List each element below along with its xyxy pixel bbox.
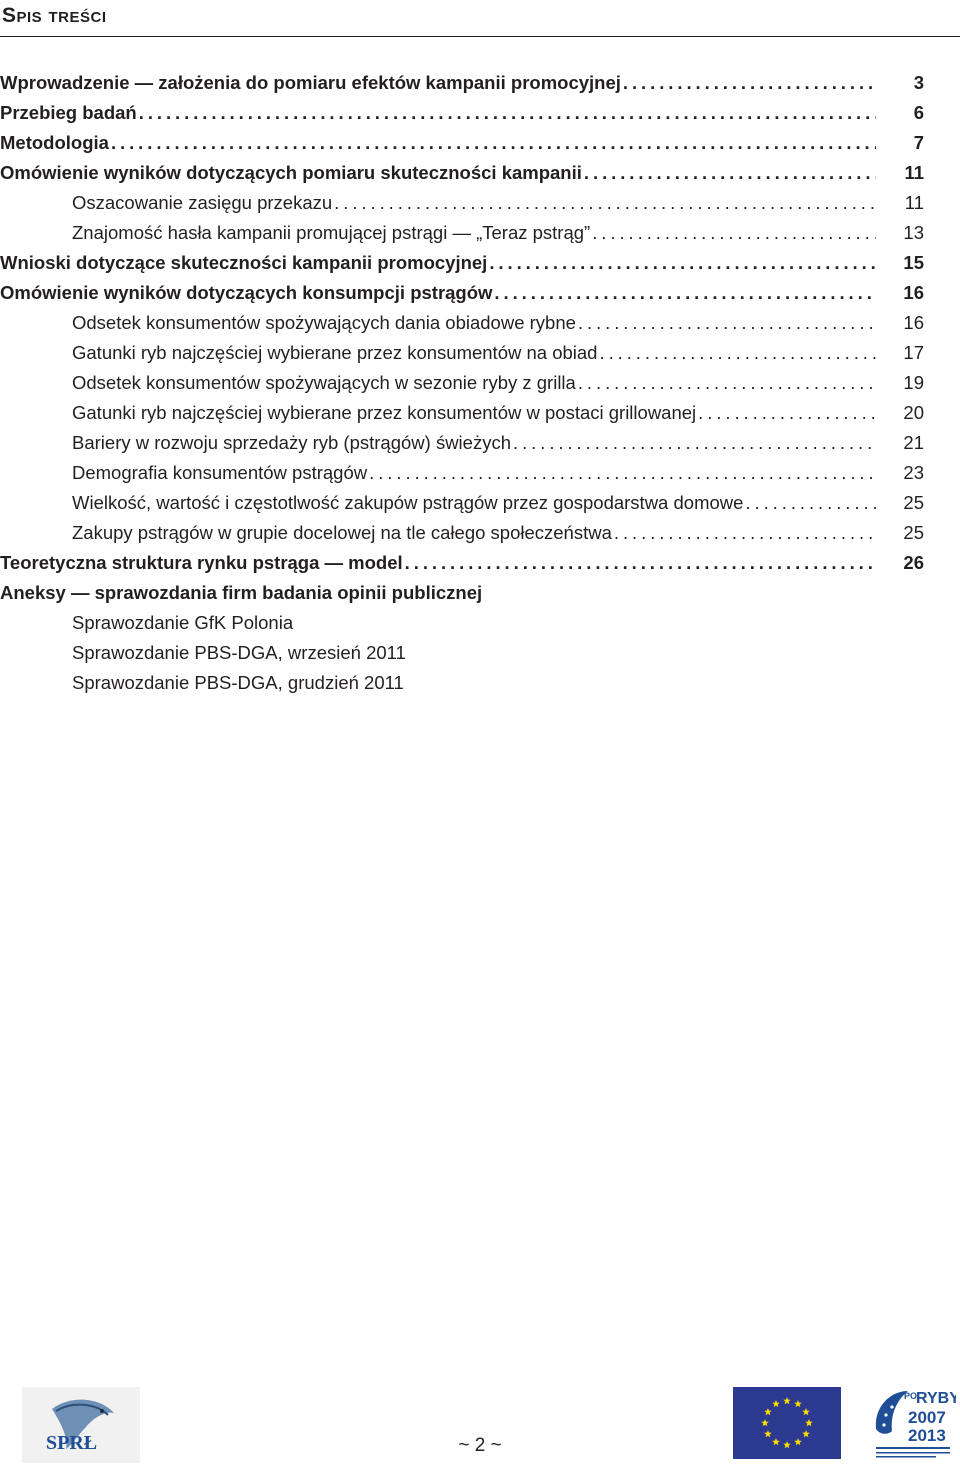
toc-entry: [0, 578, 924, 608]
toc-entry-page: 15: [903, 252, 924, 273]
toc-entry-page: 11: [904, 162, 924, 183]
po-ryby-logo: [868, 1385, 956, 1465]
year-start-label: 2007: [908, 1408, 946, 1427]
toc-entry: [0, 638, 924, 668]
toc-entry: [0, 98, 924, 128]
toc-entry-label: Wielkość, wartość i częstotlwość zakupów pstrągów przez gospodarstwa domowe: [72, 492, 744, 513]
eu-star-icon: [805, 1419, 813, 1426]
toc-leader-dots: [489, 248, 876, 278]
toc-entry-page: 6: [913, 102, 924, 123]
po-label: PO: [904, 1391, 918, 1401]
toc-leader-dots: [139, 98, 876, 128]
toc-entry: [0, 518, 924, 548]
toc-entry: [0, 188, 924, 218]
eu-star-icon: [772, 1400, 780, 1407]
toc-entry-page: 19: [903, 372, 924, 393]
toc-entry-page: 23: [903, 462, 924, 483]
toc-entry-page: 25: [903, 522, 924, 543]
toc-leader-dots: [334, 188, 876, 218]
toc-entry-label: Zakupy pstrągów w grupie docelowej na tle całego społeczeństwa: [72, 522, 612, 543]
toc-entry: [0, 218, 924, 248]
toc-entry-label: Gatunki ryb najczęściej wybierane przez konsumentów na obiad: [72, 342, 598, 363]
toc-entry-label: Omówienie wyników dotyczących konsumpcji pstrągów: [0, 282, 493, 303]
toc-leader-dots: [578, 308, 876, 338]
toc-entry-label: Oszacowanie zasięgu przekazu: [72, 192, 333, 213]
toc-entry-page: 16: [903, 312, 924, 333]
toc-entry: [0, 428, 924, 458]
eu-star-icon: [764, 1408, 772, 1415]
toc-entry-label: Demografia konsumentów pstrągów: [72, 462, 368, 483]
eu-star-icon: [802, 1430, 810, 1437]
toc-entry-page: 7: [913, 132, 924, 153]
toc-entry-label: Aneksy — sprawozdania firm badania opinii publicznej: [0, 582, 483, 603]
toc-entry-page: 25: [903, 492, 924, 513]
toc-entry-page: 17: [903, 342, 924, 363]
toc-entry-label: Teoretyczna struktura rynku pstrąga — model: [0, 552, 403, 573]
toc-leader-dots: [698, 398, 876, 428]
page-title: Spis treści: [2, 4, 107, 27]
toc-entry-page: 16: [903, 282, 924, 303]
toc-leader-dots: [599, 338, 876, 368]
toc-leader-dots: [513, 428, 876, 458]
eu-star-icon: [783, 1441, 791, 1448]
toc-entry-label: Metodologia: [0, 132, 109, 153]
toc-entry: [0, 608, 924, 638]
toc-entry: [0, 398, 924, 428]
toc-entry: [0, 278, 924, 308]
toc-entry: [0, 248, 924, 278]
header-bar: [0, 0, 960, 37]
toc-entry-label: Odsetek konsumentów spożywających dania obiadowe rybne: [72, 312, 576, 333]
toc-entry: [0, 158, 924, 188]
toc-leader-dots: [745, 488, 876, 518]
toc-entry-label: Sprawozdanie PBS-DGA, grudzień 2011: [72, 672, 404, 693]
eu-star-icon: [802, 1408, 810, 1415]
year-end-label: 2013: [908, 1426, 946, 1445]
toc-entry-page: 13: [903, 222, 924, 243]
toc-entry-label: Odsetek konsumentów spożywających w sezonie ryby z grilla: [72, 372, 576, 393]
eu-star-icon: [772, 1438, 780, 1445]
toc-entry-label: Znajomość hasła kampanii promującej pstrągi — „Teraz pstrąg”: [72, 222, 591, 243]
toc-entry-page: 20: [903, 402, 924, 423]
toc-leader-dots: [592, 218, 876, 248]
eu-star-icon: [761, 1419, 769, 1426]
toc-entry-label: Przebieg badań: [0, 102, 137, 123]
ryby-label: RYBY: [916, 1390, 956, 1407]
toc-entry: [0, 368, 924, 398]
toc-entry: [0, 68, 924, 98]
toc-entry-page: 21: [903, 432, 924, 453]
toc-entry: [0, 458, 924, 488]
eu-star-icon: [794, 1400, 802, 1407]
toc-leader-dots: [405, 548, 876, 578]
toc-entry: [0, 128, 924, 158]
toc-entry: [0, 338, 924, 368]
toc-entry-label: Omówienie wyników dotyczących pomiaru skuteczności kampanii: [0, 162, 582, 183]
toc-leader-dots: [614, 518, 876, 548]
page-number: ~ 2 ~: [458, 1435, 502, 1456]
toc-entry: [0, 668, 924, 698]
toc-entry: [0, 488, 924, 518]
eu-star-icon: [764, 1430, 772, 1437]
toc-entry-page: 11: [904, 192, 924, 213]
eu-flag-logo: [733, 1387, 841, 1459]
toc-leader-dots: [584, 158, 876, 188]
toc-entry-label: Wnioski dotyczące skuteczności kampanii promocyjnej: [0, 252, 488, 273]
table-of-contents: [0, 68, 924, 698]
toc-entry-label: Gatunki ryb najczęściej wybierane przez konsumentów w postaci grillowanej: [72, 402, 697, 423]
eu-star-icon: [783, 1397, 791, 1404]
toc-entry-label: Bariery w rozwoju sprzedaży ryb (pstrągów) świeżych: [72, 432, 511, 453]
toc-leader-dots: [623, 68, 876, 98]
toc-entry-label: Sprawozdanie PBS-DGA, wrzesień 2011: [72, 642, 406, 663]
toc-entry-label: Wprowadzenie — założenia do pomiaru efektów kampanii promocyjnej: [0, 72, 621, 93]
toc-leader-dots: [578, 368, 876, 398]
eu-star-icon: [794, 1438, 802, 1445]
toc-leader-dots: [111, 128, 876, 158]
toc-entry-page: 3: [913, 72, 924, 93]
toc-entry-label: Sprawozdanie GfK Polonia: [72, 612, 294, 633]
sprl-logo-text: SPRŁ: [46, 1432, 98, 1454]
toc-leader-dots: [369, 458, 876, 488]
toc-entry: [0, 548, 924, 578]
toc-leader-dots: [494, 278, 876, 308]
toc-entry-page: 26: [903, 552, 924, 573]
toc-entry: [0, 308, 924, 338]
